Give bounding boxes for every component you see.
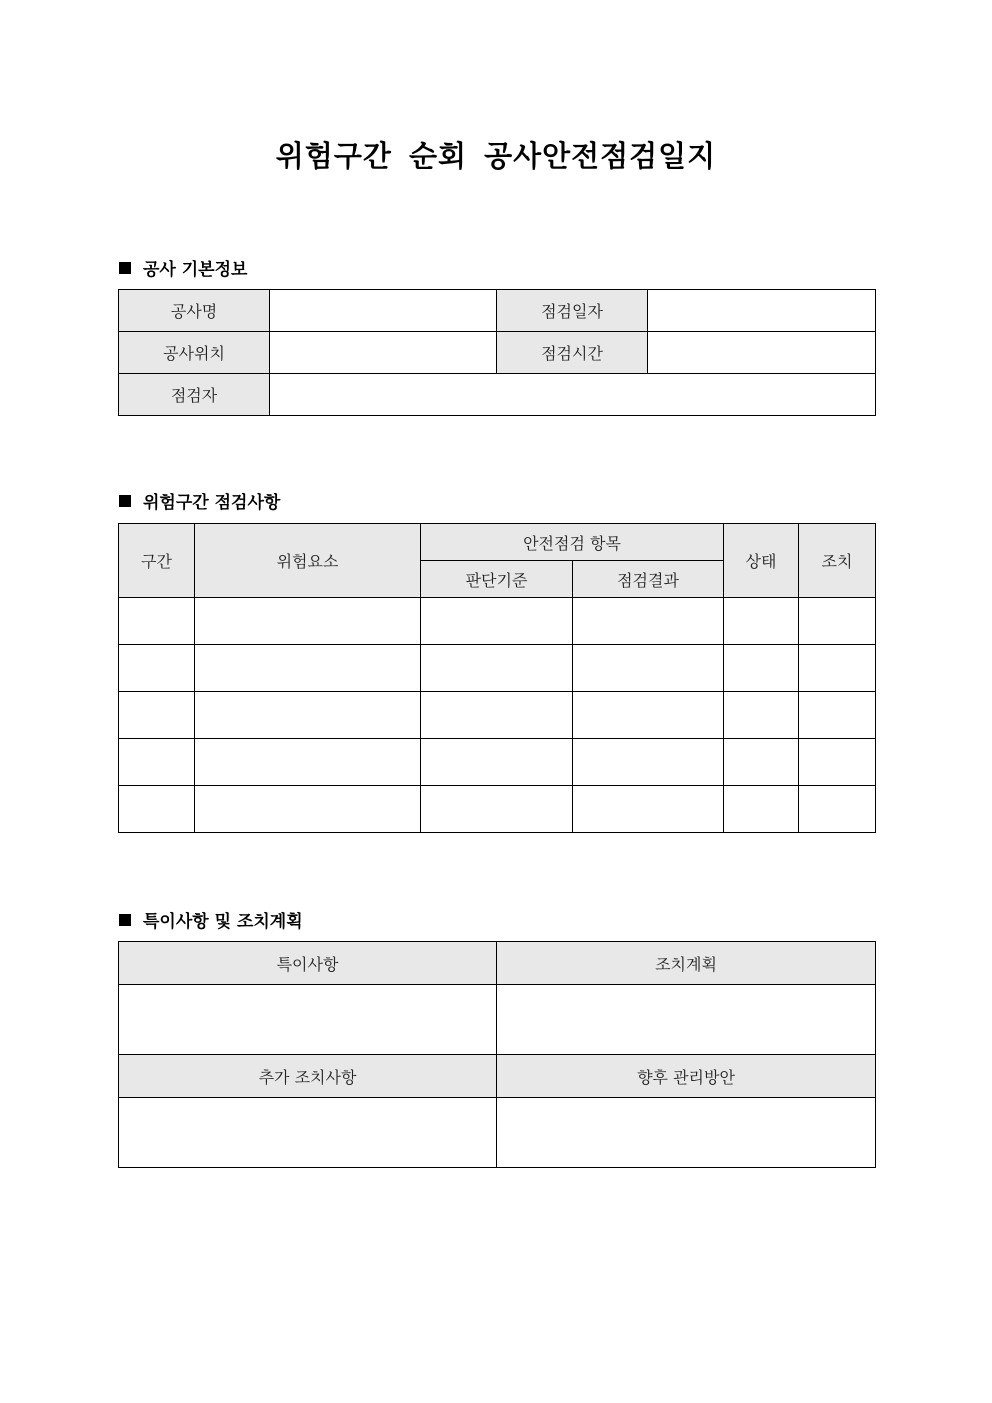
action-cell[interactable]: [799, 786, 876, 833]
section-heading-basic-info: [119, 255, 247, 280]
hazard-cell[interactable]: [195, 598, 421, 645]
future-management-label: 향후 관리방안: [497, 1055, 876, 1098]
section-label: 특이사항 및 조치계획: [143, 912, 303, 932]
section-heading-remarks: [119, 907, 303, 932]
inspector-label: 점검자: [119, 374, 270, 416]
zone-cell[interactable]: [119, 786, 195, 833]
action-cell[interactable]: [799, 598, 876, 645]
action-plan-field[interactable]: [497, 985, 876, 1055]
inspection-time-label: 점검시간: [497, 332, 648, 374]
action-cell[interactable]: [799, 692, 876, 739]
inspection-table: [118, 523, 876, 833]
action-cell[interactable]: [799, 739, 876, 786]
result-cell[interactable]: [573, 598, 724, 645]
special-notes-field[interactable]: [119, 985, 497, 1055]
basic-info-table: [118, 289, 876, 416]
hazard-cell[interactable]: [195, 786, 421, 833]
section-heading-inspection: [119, 488, 280, 513]
section-label: 위험구간 점검사항: [143, 493, 281, 513]
status-cell[interactable]: [724, 598, 799, 645]
square-bullet-icon: [119, 495, 131, 507]
status-cell[interactable]: [724, 692, 799, 739]
header-status: 상태: [724, 524, 799, 598]
criteria-cell[interactable]: [421, 692, 573, 739]
zone-cell[interactable]: [119, 692, 195, 739]
table-row: [119, 692, 876, 739]
header-criteria: 판단기준: [421, 561, 573, 598]
header-hazard: 위험요소: [195, 524, 421, 598]
page-title: 위험구간 순회 공사안전점검일지: [275, 139, 717, 173]
special-notes-label: 특이사항: [119, 942, 497, 985]
criteria-cell[interactable]: [421, 598, 573, 645]
result-cell[interactable]: [573, 786, 724, 833]
project-name-field[interactable]: [270, 290, 497, 332]
hazard-cell[interactable]: [195, 645, 421, 692]
status-cell[interactable]: [724, 739, 799, 786]
header-action: 조치: [799, 524, 876, 598]
result-cell[interactable]: [573, 692, 724, 739]
status-cell[interactable]: [724, 645, 799, 692]
future-management-field[interactable]: [497, 1098, 876, 1168]
header-zone: 구간: [119, 524, 195, 598]
zone-cell[interactable]: [119, 598, 195, 645]
additional-actions-label: 추가 조치사항: [119, 1055, 497, 1098]
project-name-label: 공사명: [119, 290, 270, 332]
location-label: 공사위치: [119, 332, 270, 374]
criteria-cell[interactable]: [421, 739, 573, 786]
additional-actions-field[interactable]: [119, 1098, 497, 1168]
inspection-date-field[interactable]: [648, 290, 876, 332]
table-row: [119, 645, 876, 692]
header-safety-items: 안전점검 항목: [421, 524, 724, 561]
hazard-cell[interactable]: [195, 739, 421, 786]
criteria-cell[interactable]: [421, 786, 573, 833]
square-bullet-icon: [119, 914, 131, 926]
status-cell[interactable]: [724, 786, 799, 833]
criteria-cell[interactable]: [421, 645, 573, 692]
square-bullet-icon: [119, 262, 131, 274]
action-plan-label: 조치계획: [497, 942, 876, 985]
table-row: [119, 739, 876, 786]
result-cell[interactable]: [573, 739, 724, 786]
remarks-table: [118, 941, 876, 1168]
zone-cell[interactable]: [119, 645, 195, 692]
header-result: 점검결과: [573, 561, 724, 598]
inspection-time-field[interactable]: [648, 332, 876, 374]
result-cell[interactable]: [573, 645, 724, 692]
inspection-date-label: 점검일자: [497, 290, 648, 332]
inspector-field[interactable]: [270, 374, 876, 416]
hazard-cell[interactable]: [195, 692, 421, 739]
table-row: [119, 598, 876, 645]
table-row: [119, 786, 876, 833]
zone-cell[interactable]: [119, 739, 195, 786]
section-label: 공사 기본정보: [143, 260, 248, 280]
action-cell[interactable]: [799, 645, 876, 692]
location-field[interactable]: [270, 332, 497, 374]
